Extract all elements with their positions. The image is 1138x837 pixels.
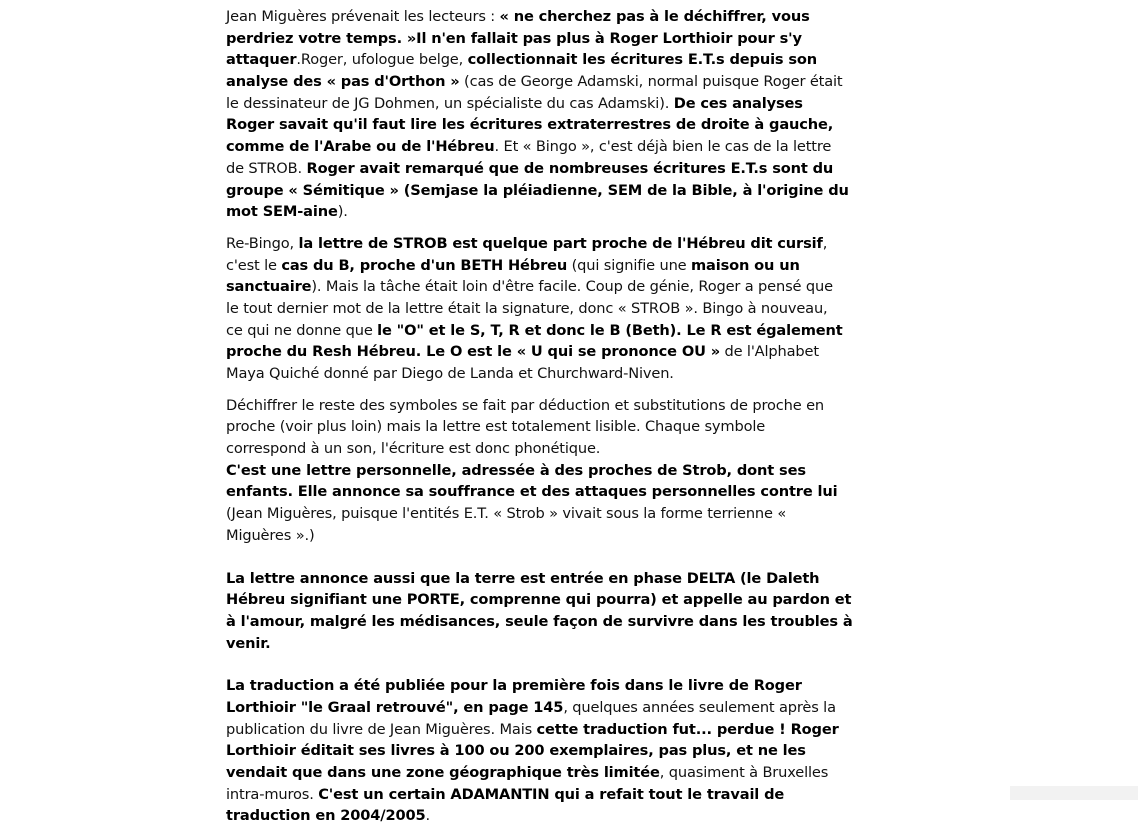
bold-text: sanctuaire [226, 278, 312, 296]
text-line [226, 633, 853, 655]
text: . Et « Bingo », c'est déjà bien le cas de la lettre [494, 138, 832, 156]
bold-text: perdriez votre temps. »Il n'en fallait pas plus à Roger Lorthioir pour s'y [226, 29, 802, 47]
text: ce qui ne donne que [226, 321, 378, 339]
text: Re-Bingo, [226, 234, 299, 252]
paragraph [226, 233, 853, 385]
text-line [226, 363, 853, 385]
text-line [226, 525, 853, 547]
bold-text: attaquer [226, 51, 297, 69]
bold-text: Roger savait qu'il faut lire les écritures extraterrestres de droite à gauche, [226, 116, 834, 134]
text-line [226, 589, 853, 611]
text-line [226, 93, 853, 115]
text-line [226, 438, 853, 460]
text-line [226, 568, 853, 590]
text: , quelques années seulement après la [563, 698, 836, 716]
text-line [226, 740, 853, 762]
text: de l'Alphabet [720, 343, 819, 361]
bold-text: Lorthioir "le Graal retrouvé", en page 145 [226, 698, 564, 716]
text: correspond à un son, l'écriture est donc phonétique. [226, 440, 601, 458]
bold-text: cette traduction fut... perdue ! Roger [536, 720, 839, 738]
text: intra-muros. [226, 785, 319, 803]
text-line [226, 298, 853, 320]
bold-text: Roger avait remarqué que de nombreuses écritures E.T.s sont du [306, 159, 834, 177]
text: , [822, 234, 828, 252]
bold-text: traduction en 2004/2005 [226, 807, 426, 825]
text-line [226, 503, 853, 525]
bold-text: mot SEM-aine [226, 203, 338, 221]
text: (cas de George Adamski, normal puisque Roger était [459, 73, 843, 91]
corner-widget [1010, 786, 1138, 800]
text-line [226, 762, 853, 784]
text-line [226, 416, 853, 438]
bold-text: vendait que dans une zone géographique très limitée [226, 764, 660, 781]
text-line [226, 805, 853, 827]
text-line [226, 136, 853, 158]
text-line [226, 341, 853, 363]
bold-text: « ne cherchez pas à le déchiffrer, vous [499, 8, 810, 25]
text: .Roger, ufologue belge, [296, 51, 468, 69]
text: (Jean Miguères, puisque l'entités E.T. « Strob » vivait sous la forme terrienne « [226, 505, 787, 523]
text: Déchiffrer le reste des symboles se fait par déduction et substitutions de proche en [226, 396, 825, 414]
text-line [226, 233, 853, 255]
text: (qui signifie une [567, 256, 691, 274]
text-line [226, 697, 853, 719]
bold-text: venir. [226, 634, 271, 652]
bold-text: analyse des « pas d'Orthon » [226, 73, 460, 91]
text-line [226, 158, 853, 180]
bold-text: La traduction a été publiée pour la première fois dans le livre de Roger [226, 677, 802, 695]
text-line [226, 675, 853, 697]
text-line [226, 395, 853, 417]
text: Maya Quiché donné par Diego de Landa et Churchward-Niven. [226, 365, 674, 382]
text-line [226, 481, 853, 503]
text-line [226, 611, 853, 633]
text-line [226, 114, 853, 136]
paragraph [226, 675, 853, 827]
bold-text: à l'amour, malgré les médisances, seule façon de survivre dans les troubles à [226, 612, 853, 630]
text-line [226, 460, 853, 482]
bold-text: cas du B, proche d'un BETH Hébreu [281, 256, 568, 274]
text: le dessinateur de JG Dohmen, un spécialiste du cas Adamski). [226, 94, 674, 112]
paragraph [226, 395, 853, 547]
bold-text: la lettre de STROB est quelque part proche de l'Hébreu dit cursif [298, 234, 823, 252]
text: c'est le [226, 256, 282, 274]
bold-text: C'est une lettre personnelle, adressée à des proches de Strob, dont ses [226, 461, 806, 479]
text: ). Mais la tâche était loin d'être facile. Coup de génie, Roger a pensé que [311, 278, 833, 296]
text: . [425, 807, 430, 825]
text-line [226, 276, 853, 298]
text: le tout dernier mot de la lettre était la signature, donc « STROB ». Bingo à nouveau, [226, 299, 828, 317]
text: Miguères ».) [226, 526, 315, 544]
text-line [226, 201, 853, 223]
text: Jean Miguères prévenait les lecteurs : [226, 8, 500, 25]
paragraph [226, 6, 853, 223]
bold-text: le "O" et le S, T, R et donc le B (Beth). Le R est également [377, 321, 843, 339]
text-line [226, 180, 853, 202]
bold-text: collectionnait les écritures E.T.s depuis son [467, 51, 818, 69]
text-line [226, 784, 853, 806]
text: publication du livre de Jean Miguères. Mais [226, 720, 537, 738]
paragraph [226, 568, 853, 655]
text-line [226, 6, 853, 28]
bold-text: proche du Resh Hébreu. Le O est le « U qui se prononce OU » [226, 343, 720, 361]
bold-text: De ces analyses [673, 94, 803, 112]
bold-text: enfants. Elle annonce sa souffrance et des attaques personnelles contre lui [226, 483, 838, 501]
bold-text: comme de l'Arabe ou de l'Hébreu [226, 138, 495, 156]
text: proche (voir plus loin) mais la lettre est totalement lisible. Chaque symbole [226, 418, 766, 436]
text: ). [337, 203, 348, 221]
bold-text: maison ou un [690, 256, 800, 274]
bold-text: groupe « Sémitique » (Semjase la pléiadienne, SEM de la Bible, à l'origine du [226, 181, 849, 199]
bold-text: Lorthioir éditait ses livres à 100 ou 200 exemplaires, pas plus, et ne les [226, 742, 806, 760]
text-line [226, 49, 853, 71]
bold-text: C'est un certain ADAMANTIN qui a refait tout le travail de [318, 785, 785, 803]
text-line [226, 71, 853, 93]
article-body [226, 6, 853, 837]
text-line [226, 320, 853, 342]
text-line [226, 255, 853, 277]
text: de STROB. [226, 159, 307, 177]
text: , quasiment à Bruxelles [659, 764, 829, 781]
bold-text: Hébreu signifiant une PORTE, comprenne qui pourra) et appelle au pardon et [226, 591, 852, 609]
bold-text: La lettre annonce aussi que la terre est entrée en phase DELTA (le Daleth [226, 569, 820, 587]
text-line [226, 719, 853, 741]
text-line [226, 28, 853, 50]
